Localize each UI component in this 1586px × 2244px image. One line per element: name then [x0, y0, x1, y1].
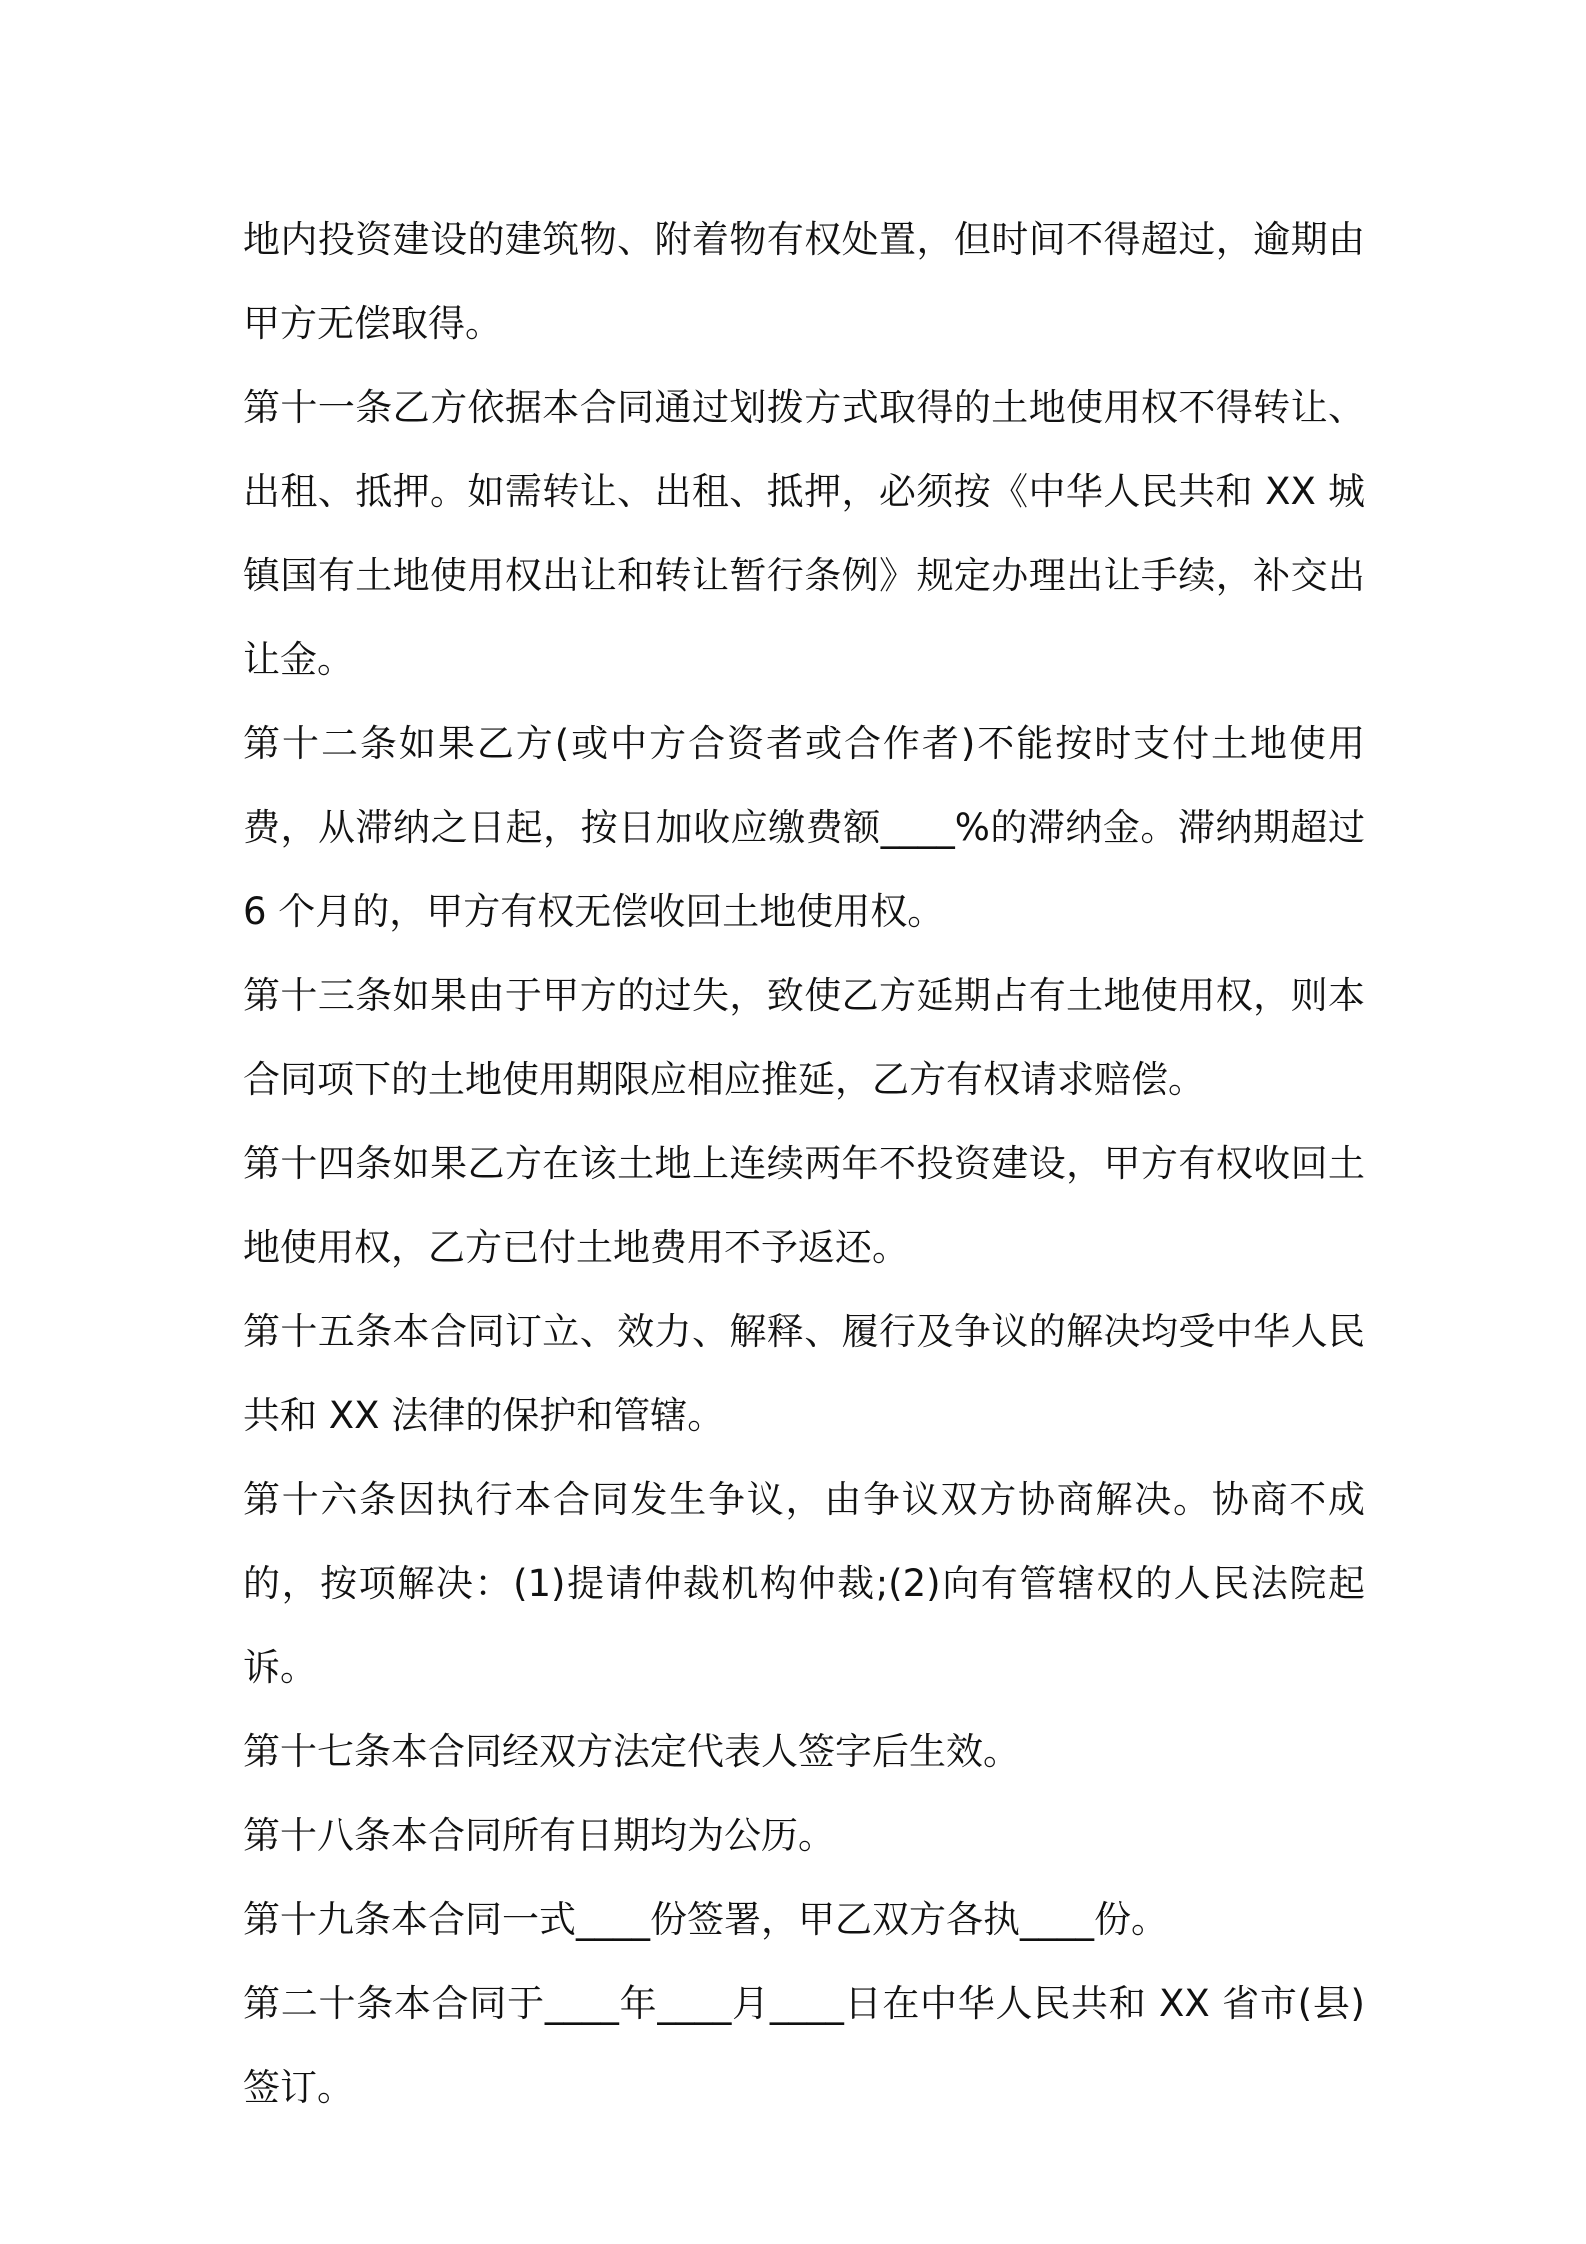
paragraph-article-19: 第十九条本合同一式____份签署，甲乙双方各执____份。: [243, 1898, 1168, 1941]
paragraph-article-13: 第十三条如果由于甲方的过失，致使乙方延期占有土地使用权，则本合同项下的土地使用期限应相应推延，乙方有权请求赔偿。: [243, 974, 1365, 1101]
paragraph-article-14: 第十四条如果乙方在该土地上连续两年不投资建设，甲方有权收回土地使用权，乙方已付土地费用不予返还。: [243, 1142, 1365, 1269]
document-body: [243, 198, 1365, 2130]
paragraph-article-16: 第十六条因执行本合同发生争议，由争议双方协商解决。协商不成的，按项解决：(1)提请仲裁机构仲裁;(2)向有管辖权的人民法院起诉。: [243, 1478, 1365, 1689]
paragraph-article-12: 第十二条如果乙方(或中方合资者或合作者)不能按时支付土地使用费，从滞纳之日起，按日加收应缴费额____%的滞纳金。滞纳期超过 6 个月的，甲方有权无偿收回土地使用权。: [243, 722, 1365, 933]
paragraph-article-17: 第十七条本合同经双方法定代表人签字后生效。: [243, 1730, 1020, 1773]
paragraph-article-11: 第十一条乙方依据本合同通过划拨方式取得的土地使用权不得转让、出租、抵押。如需转让、出租、抵押，必须按《中华人民共和 XX 城镇国有土地使用权出让和转让暂行条例》规定办理出让手续，补交出让金。: [243, 386, 1365, 681]
paragraph-article-18: 第十八条本合同所有日期均为公历。: [243, 1814, 835, 1857]
paragraph-article-20: 第二十条本合同于____年____月____日在中华人民共和 XX 省市(县)签订。: [243, 1982, 1365, 2109]
paragraph-article-15: 第十五条本合同订立、效力、解释、履行及争议的解决均受中华人民共和 XX 法律的保护和管辖。: [243, 1310, 1365, 1437]
paragraph-land-disposal-end: 地内投资建设的建筑物、附着物有权处置，但时间不得超过，逾期由甲方无偿取得。: [243, 218, 1365, 345]
